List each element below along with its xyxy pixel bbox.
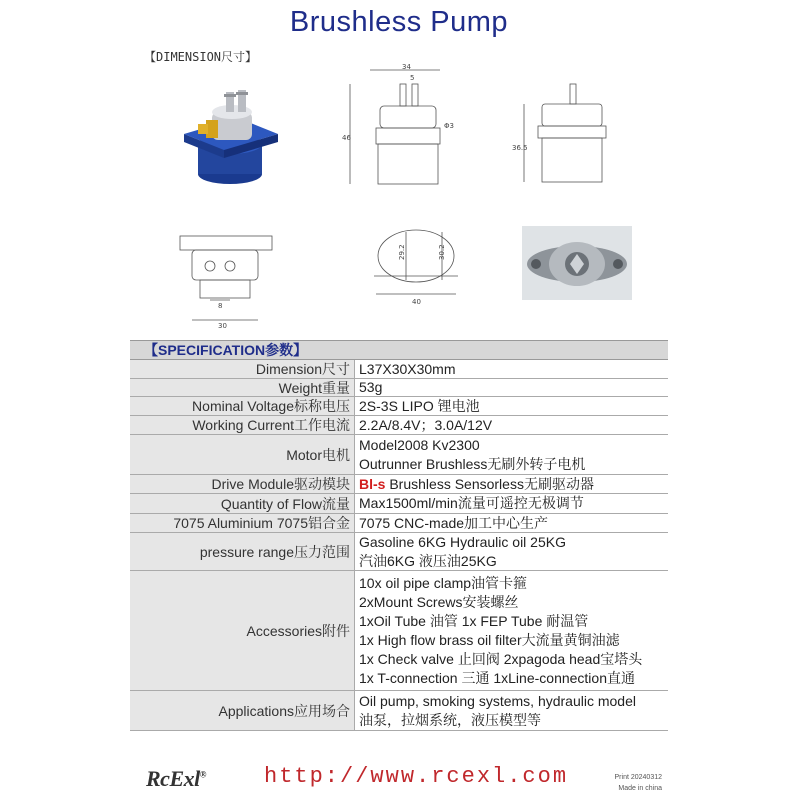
spec-key: Working Current工作电流	[130, 416, 355, 434]
spec-key: Applications应用场合	[130, 691, 355, 730]
spec-value	[355, 514, 668, 532]
spec-row	[130, 691, 668, 731]
spec-row	[130, 379, 668, 397]
spec-header-row	[130, 340, 668, 360]
spec-key: pressure range压力范围	[130, 533, 355, 570]
brand-logo: RcExl®	[146, 766, 206, 791]
print-info	[615, 772, 662, 794]
spec-value	[355, 360, 668, 378]
spec-key: Accessories附件	[130, 571, 355, 690]
spec-sheet	[126, 0, 672, 800]
footer	[126, 758, 672, 800]
dim-round-width: 40	[412, 298, 421, 306]
spec-value-line: Oil pump, smoking systems, hydraulic model	[359, 692, 636, 709]
spec-value-line: 1x T-connection 三通 1xLine-connection直通	[359, 669, 635, 686]
spec-value-line: 2xMount Screws安装螺丝	[359, 593, 519, 610]
drive-module-code: Bl-s	[359, 475, 386, 492]
page-title: Brushless Pump	[289, 6, 509, 38]
dim-front-height: 46	[342, 134, 351, 142]
dim-round-h2: 30.2	[438, 244, 446, 260]
spec-value-line: 1xOil Tube 油管 1x FEP Tube 耐温管	[359, 612, 589, 629]
website-link[interactable]: http://www.rcexl.com	[264, 764, 569, 789]
dim-side-height: 36.5	[512, 144, 528, 152]
dim-bottom-width: 30	[218, 322, 227, 330]
spec-header: 【SPECIFICATION参数】	[144, 342, 308, 358]
dim-round-h1: 29.2	[398, 244, 406, 260]
spec-key: Nominal Voltage标称电压	[130, 397, 355, 415]
side-view-drawing	[512, 70, 622, 190]
spec-value-line: 油泵，拉烟系统，液压模型等	[359, 711, 541, 728]
dimension-header: 【DIMENSION尺寸】	[144, 50, 258, 64]
spec-value-line: 1x High flow brass oil filter大流量黄铜油滤	[359, 631, 620, 648]
spec-value-text: Brushless Sensorless无刷驱动器	[389, 475, 594, 492]
spec-value-line: Max1500ml/min流量可遥控无极调节	[359, 495, 584, 511]
spec-key: 7075 Aluminium 7075铝合金	[130, 514, 355, 532]
dim-top-nozzle: 5	[410, 74, 415, 82]
spec-key: Drive Module驱动模块	[130, 475, 355, 493]
spec-key: Dimension尺寸	[130, 360, 355, 378]
dim-top-dia: Φ3	[444, 122, 454, 130]
dim-bottom-spacing: 8	[218, 302, 223, 310]
print-date: Print 20240312	[614, 774, 662, 781]
spec-value-line: Model2008 Kv2300	[359, 436, 480, 453]
spec-row	[130, 533, 668, 571]
spec-row	[130, 435, 668, 475]
spec-value-line: 7075 CNC-made加工中心生产	[359, 514, 549, 531]
spec-row	[130, 571, 668, 691]
spec-value	[355, 571, 668, 690]
spec-row	[130, 416, 668, 435]
flange-view-drawing	[356, 224, 486, 320]
spec-value-line: 2S-3S LIPO 锂电池	[359, 397, 480, 414]
spec-value	[355, 475, 668, 493]
spec-value	[355, 397, 668, 415]
made-in: Made in china	[618, 785, 662, 792]
spec-value-line	[359, 475, 668, 494]
spec-value	[355, 533, 668, 570]
spec-value-line: 汽油6KG 液压油25KG	[359, 552, 497, 569]
spec-value	[355, 416, 668, 434]
spec-value	[355, 691, 668, 730]
spec-value	[355, 379, 668, 396]
pump-photo	[522, 226, 632, 300]
dim-top-width: 34	[402, 63, 411, 71]
spec-key: Weight重量	[130, 379, 355, 396]
spec-value-line: Gasoline 6KG Hydraulic oil 25KG	[359, 533, 566, 550]
spec-value-line: 1x Check valve 止回阀 2xpagoda head宝塔头	[359, 650, 643, 667]
spec-key: Quantity of Flow流量	[130, 494, 355, 513]
spec-row	[130, 475, 668, 494]
spec-row	[130, 494, 668, 514]
bottom-view-drawing	[174, 230, 284, 330]
spec-value-line: L37X30X30mm	[359, 360, 456, 377]
pump-3d-image	[178, 82, 288, 192]
spec-table	[130, 340, 668, 731]
spec-value	[355, 435, 668, 474]
spec-row	[130, 397, 668, 416]
front-view-drawing	[340, 62, 470, 192]
spec-key: Motor电机	[130, 435, 355, 474]
spec-value-line: 10x oil pipe clamp油管卡箍	[359, 574, 528, 591]
spec-value-line: Outrunner Brushless无刷外转子电机	[359, 455, 586, 472]
spec-value-line: 2.2A/8.4V；3.0A/12V	[359, 416, 493, 433]
spec-row	[130, 360, 668, 379]
spec-value	[355, 494, 668, 513]
spec-value-line: 53g	[359, 379, 383, 395]
spec-row	[130, 514, 668, 533]
